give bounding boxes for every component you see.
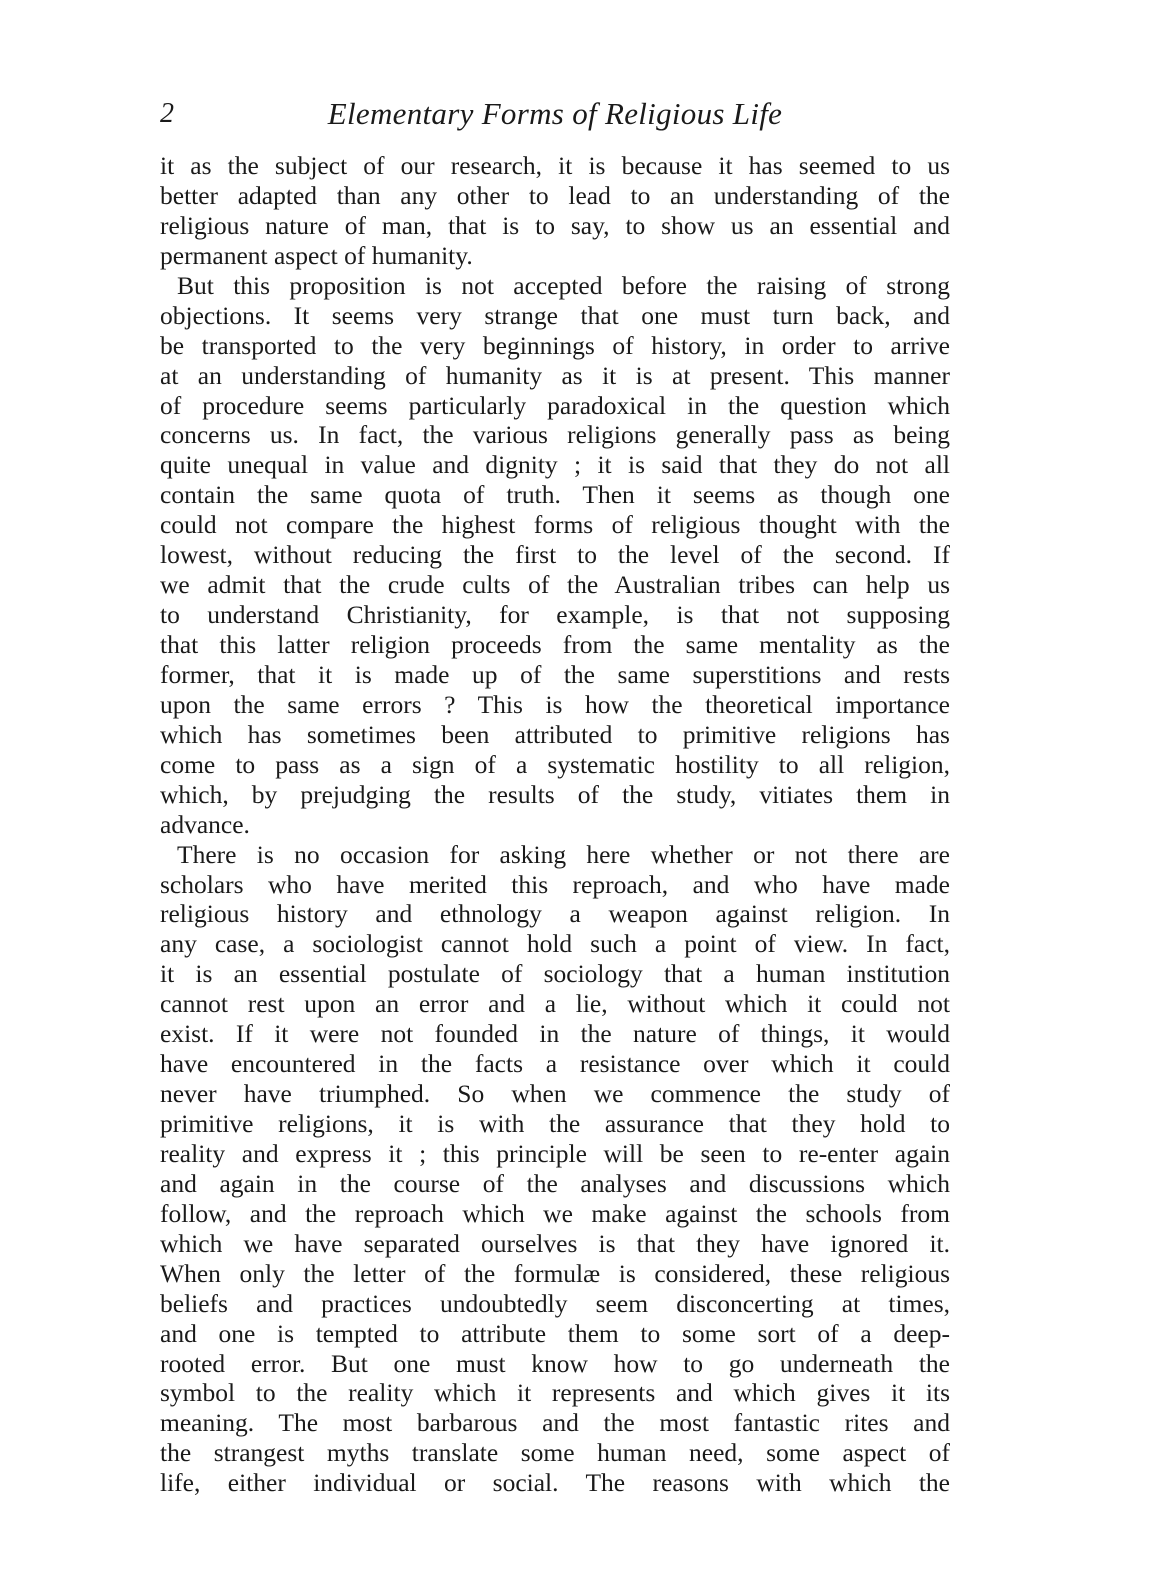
text-line: But this proposition is not accepted before the raising of strong	[177, 270, 950, 300]
text-line: former, that it is made up of the same superstitions and rests	[160, 659, 950, 689]
text-line: When only the letter of the formulæ is considered, these religious	[160, 1258, 950, 1288]
text-line: primitive religions, it is with the assurance that they hold to	[160, 1109, 950, 1138]
text-line: which has sometimes been attributed to primitive religions has	[160, 719, 950, 749]
text-line: religious nature of man, that is to say, to show us an essential and	[160, 210, 950, 240]
text-line: scholars who have merited this reproach, and who have made	[160, 869, 950, 899]
text-line: it as the subject of our research, it is because it has seemed to us	[160, 151, 950, 180]
text-line: quite unequal in value and dignity ; it is said that they do not all	[160, 450, 950, 480]
text-line: we admit that the crude cults of the Australian tribes can help us	[160, 570, 950, 600]
text-line: be transported to the very beginnings of history, in order to arrive	[160, 330, 950, 360]
text-line: any case, a sociologist cannot hold such a point of view. In fact,	[160, 929, 950, 959]
text-line: have encountered in the facts a resistance over which it could	[160, 1049, 950, 1079]
text-line: come to pass as a sign of a systematic hostility to all religion,	[160, 749, 950, 779]
text-line: and again in the course of the analyses and discussions which	[160, 1168, 950, 1198]
text-line: There is no occasion for asking here whether or not there are	[177, 839, 950, 869]
text-line: could not compare the highest forms of religious thought with the	[160, 510, 950, 540]
text-line: concerns us. In fact, the various religions generally pass as being	[160, 420, 950, 450]
text-line: it is an essential postulate of sociology that a human institution	[160, 959, 950, 989]
running-title: Elementary Forms of Religious Life	[327, 96, 783, 131]
text-line: rooted error. But one must know how to go underneath the	[160, 1348, 950, 1378]
text-line: and one is tempted to attribute them to some sort of a deep-	[160, 1318, 950, 1348]
text-line: of procedure seems particularly paradoxical in the question which	[160, 390, 950, 420]
text-line: reality and express it ; this principle will be seen to re-enter again	[160, 1138, 950, 1168]
text-line: symbol to the reality which it represents and which gives it its	[160, 1378, 950, 1408]
text-line: follow, and the reproach which we make against the schools from	[160, 1198, 950, 1228]
text-line: upon the same errors ? This is how the theoretical importance	[160, 689, 950, 719]
text-line: cannot rest upon an error and a lie, without which it could not	[160, 989, 950, 1019]
text-line: to understand Christianity, for example, is that not supposing	[160, 600, 950, 630]
text-line: which, by prejudging the results of the study, vitiates them in	[160, 779, 950, 809]
text-line: objections. It seems very strange that one must turn back, and	[160, 300, 950, 330]
text-line: meaning. The most barbarous and the most fantastic rites and	[160, 1408, 950, 1438]
text-line: permanent aspect of humanity.	[160, 240, 473, 270]
text-line: religious history and ethnology a weapon against religion. In	[160, 899, 950, 929]
text-line: exist. If it were not founded in the nature of things, it would	[160, 1019, 950, 1049]
text-line: never have triumphed. So when we commence the study of	[160, 1079, 950, 1109]
text-line: which we have separated ourselves is that they have ignored it.	[160, 1228, 950, 1258]
text-line: at an understanding of humanity as it is at present. This manner	[160, 360, 950, 390]
text-line: contain the same quota of truth. Then it seems as though one	[160, 480, 950, 510]
body-text	[160, 151, 950, 1498]
text-line: better adapted than any other to lead to an understanding of the	[160, 180, 950, 210]
text-line: the strangest myths translate some human need, some aspect of	[160, 1438, 950, 1468]
text-line: beliefs and practices undoubtedly seem disconcerting at times,	[160, 1288, 950, 1318]
paragraph	[160, 151, 950, 271]
page-number: 2	[160, 98, 174, 129]
paragraph	[160, 271, 950, 840]
text-line: advance.	[160, 809, 250, 839]
text-line: that this latter religion proceeds from the same mentality as the	[160, 630, 950, 659]
text-line: life, either individual or social. The reasons with which the	[160, 1468, 950, 1498]
paragraph	[160, 840, 950, 1499]
text-line: lowest, without reducing the first to the level of the second. If	[160, 540, 950, 570]
